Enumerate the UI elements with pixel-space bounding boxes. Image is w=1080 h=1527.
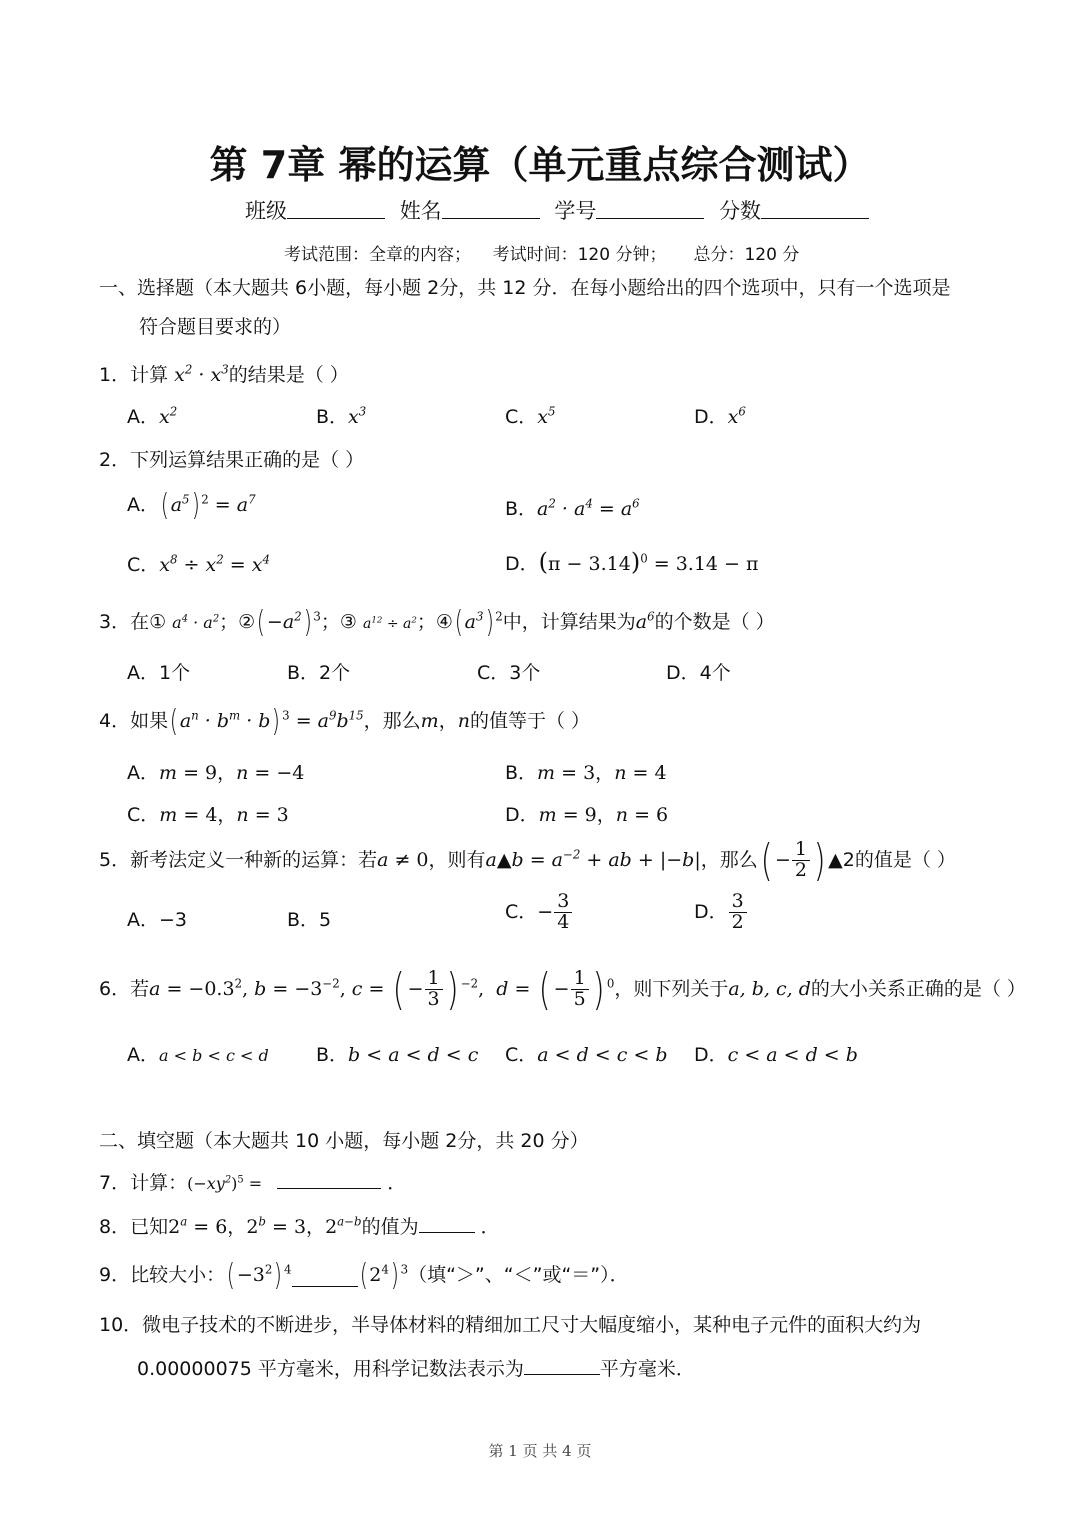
q5-suffix: 2的值是（ ） bbox=[842, 849, 956, 871]
q4-prefix: 4．如果 bbox=[99, 710, 169, 732]
q4-c-label: C． bbox=[127, 804, 160, 826]
q9-answer-blank[interactable] bbox=[292, 1285, 358, 1287]
q4-a-label: A． bbox=[127, 762, 159, 784]
q2-a-label: A． bbox=[127, 494, 159, 516]
q8-answer-blank[interactable] bbox=[419, 1231, 475, 1233]
q5-c-label: C．− bbox=[505, 900, 554, 923]
q1-a-label: A． bbox=[127, 406, 159, 428]
q8-prefix: 8．已知 bbox=[99, 1216, 169, 1238]
q9-prefix: 9．比较大小： bbox=[99, 1264, 226, 1286]
q6-a-label: A． bbox=[127, 1044, 159, 1066]
q1-d-label: D． bbox=[694, 406, 728, 428]
q3-option-c[interactable]: C．3个 bbox=[477, 662, 541, 684]
q10-suffix: 平方毫米． bbox=[599, 1358, 695, 1380]
q6-prefix: 6．若 bbox=[99, 978, 150, 1000]
q2-d-value: 3.14 bbox=[588, 553, 631, 575]
q4-b-m: 3 bbox=[583, 762, 596, 784]
q5-mid2: ，那么 bbox=[700, 849, 758, 871]
q3-prefix: 3．在① bbox=[99, 611, 167, 633]
question-10-cont bbox=[137, 1354, 695, 1381]
q4-suffix: ，那么 bbox=[363, 710, 421, 732]
q3-option-d[interactable]: D．4个 bbox=[666, 662, 731, 684]
student-id-label: 学号 bbox=[554, 199, 597, 223]
score-label: 分数 bbox=[719, 199, 762, 223]
section1-heading-cont: 符合题目要求的） bbox=[139, 316, 292, 338]
student-info-line bbox=[245, 195, 869, 225]
score-blank bbox=[761, 217, 869, 219]
q1-suffix: 的结果是（ ） bbox=[228, 364, 349, 386]
q3-mid3: ；③ bbox=[320, 611, 357, 633]
question-9: 9．比较大小：$(-3^2)$ $^4$ $(2^4)$ $^3$（填“＞”、“＜”或“＝”）． bbox=[99, 1258, 629, 1293]
q3-suffix: 中，计算结果为 bbox=[502, 611, 636, 633]
question-5: 5．新考法定义一种新的运算：若a ≠ 0，则有a▲b = $a^{-2}$ + ab + |−b|，那么( − $\frac{1}{2}$ ) ▲2的值是（ ） bbox=[99, 834, 956, 886]
q3-mid4: ；④ bbox=[416, 611, 453, 633]
q6-b-label: B． bbox=[316, 1044, 349, 1066]
q1-option-c[interactable]: C．$x^5$ bbox=[505, 404, 556, 428]
q2-d-rhs: 3.14 bbox=[675, 553, 719, 575]
q1-b-label: B． bbox=[316, 406, 349, 428]
q4-b-n: 4 bbox=[654, 762, 667, 784]
q3-option-b[interactable]: B．2个 bbox=[287, 662, 351, 684]
q4-c-n: 3 bbox=[276, 804, 289, 826]
q5-prefix: 5．新考法定义一种新的运算：若 bbox=[99, 849, 378, 871]
q4-c-m: 4 bbox=[205, 804, 218, 826]
question-10: 10．微电子技术的不断进步，半导体材料的精细加工尺寸大幅度缩小，某种电子元件的面积大约为 bbox=[99, 1314, 922, 1336]
q5-mid: ，则有 bbox=[428, 849, 486, 871]
q10-prefix: 0.00000075 平方毫米，用科学记数法表示为 bbox=[137, 1358, 524, 1380]
name-blank bbox=[442, 217, 540, 219]
class-blank bbox=[287, 217, 385, 219]
q9-suffix: （填“＞”、“＜”或“＝”）． bbox=[408, 1264, 629, 1286]
section2-heading: 二、填空题（本大题共 10 小题，每小题 2分，共 20 分） bbox=[99, 1130, 589, 1152]
q3-suffix2: 的个数是（ ） bbox=[654, 611, 775, 633]
section1-heading: 一、选择题（本大题共 6小题，每小题 2分，共 12 分．在每小题给出的四个选项中，只有一个选项是 bbox=[99, 277, 951, 299]
q6-option-b[interactable]: B．b < a < d < c bbox=[316, 1044, 479, 1066]
q3-option-a[interactable]: A．1个 bbox=[127, 662, 191, 684]
student-id-blank bbox=[596, 217, 704, 219]
q7-prefix: 7．计算： bbox=[99, 1172, 188, 1194]
q4-option-a[interactable]: A．m = 9，n = −4 bbox=[127, 762, 305, 784]
question-2: 2．下列运算结果正确的是（ ） bbox=[99, 449, 365, 471]
q5-option-b[interactable]: B．5 bbox=[287, 909, 332, 931]
question-4: 4．如果$(a^n \cdot b^m \cdot b) ^3 = a^9b^{15}$，那么m，n的值等于（ ） bbox=[99, 704, 591, 739]
q6-option-c[interactable]: C．a < d < c < b bbox=[505, 1044, 668, 1066]
question-7: 7．计算：$(-xy^2)^5$ = ． bbox=[99, 1172, 407, 1194]
page-footer: 第 1 页 共 4 页 bbox=[488, 1442, 592, 1460]
q5-option-c[interactable]: C．− $\frac{3}{4}$ bbox=[505, 892, 573, 933]
question-6: 6．若$a = -0.3^2$, $b = -3^{-2}$, c = ( − $\frac{1}{3}$ ) $^{-2}$, d = ( − $\frac{1}{5}$ ) $^0$，则下列关于a, b, c, d的大小关系正确的是（ ） bbox=[99, 963, 1026, 1015]
q3-mid2: ；② bbox=[219, 611, 256, 633]
q7-suffix: ． bbox=[387, 1172, 407, 1194]
name-label: 姓名 bbox=[399, 199, 442, 223]
q2-b-label: B． bbox=[505, 498, 538, 520]
q4-d-label: D． bbox=[505, 804, 539, 826]
q5-d-label: D． bbox=[694, 900, 728, 923]
q2-option-c[interactable]: C．$x^8 \div x^2 = x^4$ bbox=[127, 552, 270, 576]
question-3: 3．在① $a^4 \cdot a^2$；$②(-a^2)$ $^3$；③ $a^{12} \div a^2$；$④(a^3)$ $^2$中，计算结果为$a^6$的个数是（ ） bbox=[99, 605, 775, 640]
page-title: 第 7章 幂的运算（单元重点综合测试） bbox=[209, 143, 871, 187]
q4-d-m: 9 bbox=[584, 804, 597, 826]
q8-end: ． bbox=[480, 1216, 500, 1238]
q4-a-m: 9 bbox=[205, 762, 218, 784]
q1-c-label: C． bbox=[505, 406, 538, 428]
q4-option-d[interactable]: D．m = 9，n = 6 bbox=[505, 804, 669, 826]
q4-option-b[interactable]: B．m = 3，n = 4 bbox=[505, 762, 667, 784]
q4-b-label: B． bbox=[505, 762, 538, 784]
q2-c-label: C． bbox=[127, 554, 160, 576]
q10-answer-blank[interactable] bbox=[524, 1373, 600, 1375]
q4-suffix2: 的值等于（ ） bbox=[469, 710, 591, 732]
q4-a-n: −4 bbox=[276, 762, 305, 784]
question-1 bbox=[99, 360, 349, 387]
question-8: 8．已知$2^a = 6$，$2^b = 3$，$2^{a-b}$的值为 ． bbox=[99, 1214, 500, 1238]
q2-option-b[interactable]: B．$a^2 \cdot a^4 = a^6$ bbox=[505, 496, 640, 520]
q4-option-c[interactable]: C．m = 4，n = 3 bbox=[127, 804, 289, 826]
q6-d-label: D． bbox=[694, 1044, 728, 1066]
q2-option-d[interactable]: D．$(\pi - 3.14)^0 = 3.14 - \pi$ bbox=[505, 548, 759, 576]
exam-meta: 考试范围：全章的内容； 考试时间：120 分钟； 总分：120 分 bbox=[284, 245, 800, 265]
q1-expr: $x^2 \cdot x^3$ bbox=[174, 362, 229, 386]
q1-option-a[interactable]: A．$x^2$ bbox=[127, 404, 178, 428]
q4-d-n: 6 bbox=[656, 804, 669, 826]
q1-prefix: 1．计算 bbox=[99, 364, 169, 386]
q1-option-d[interactable]: D．$x^6$ bbox=[694, 404, 746, 428]
q5-option-a[interactable]: A．−3 bbox=[127, 909, 188, 931]
q1-option-b[interactable]: B．$x^3$ bbox=[316, 404, 367, 428]
class-label: 班级 bbox=[245, 199, 287, 223]
q6-option-a[interactable]: A．a < b < c < d bbox=[127, 1044, 269, 1066]
q2-option-a[interactable]: A．$(a^5) ^2 = a^7$ bbox=[127, 488, 256, 523]
q6-suffix: 则下列关于 bbox=[633, 978, 729, 1000]
q6-c-label: C． bbox=[505, 1044, 538, 1066]
q6-option-d[interactable]: D．c < a < d < b bbox=[694, 1044, 858, 1066]
q7-answer-blank[interactable] bbox=[277, 1187, 381, 1189]
q5-option-d[interactable]: D． $\frac{3}{2}$ bbox=[694, 892, 748, 933]
q2-d-label: D． bbox=[505, 553, 539, 575]
q6-suffix2: 的大小关系正确的是（ ） bbox=[810, 978, 1026, 1000]
q8-suffix: 的值为 bbox=[361, 1216, 419, 1238]
